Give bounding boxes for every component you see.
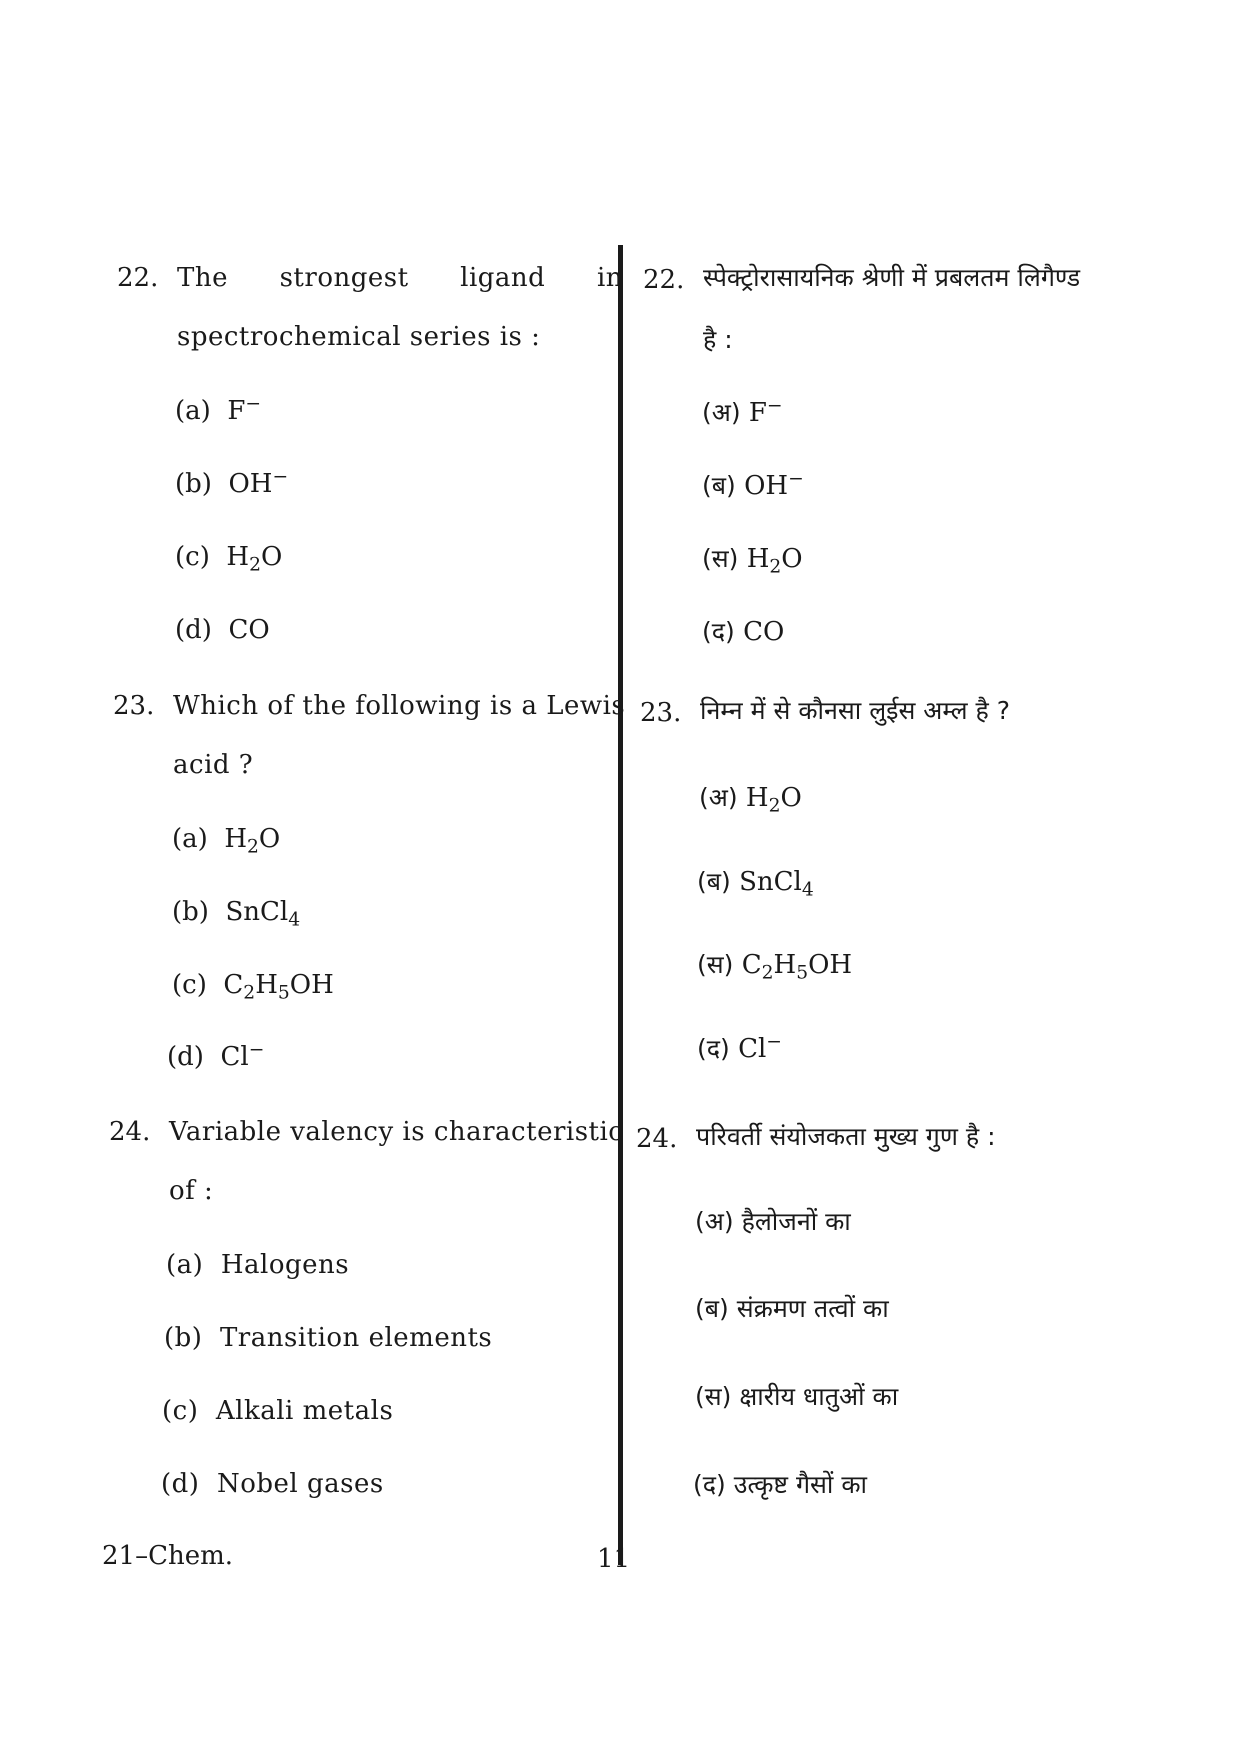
q22-word: strongest — [279, 263, 409, 293]
option-22d-hi: (द) CO — [702, 617, 785, 647]
question-text-22-hi-line2: है : — [703, 325, 733, 354]
question-text-23-en: Which of the following is a Lewis — [173, 691, 626, 721]
question-number-22-en: 22. — [117, 263, 159, 293]
option-24c-hi: (स) क्षारीय धातुओं का — [695, 1382, 899, 1411]
option-22d-en: (d) CO — [175, 615, 270, 645]
question-number-23-hi: 23. — [640, 698, 682, 728]
question-text-22-en — [177, 265, 623, 291]
option-22a-hi: (अ) F− — [702, 395, 783, 428]
option-23c-hi: (स) $C_2H_5OH$ — [697, 950, 853, 984]
question-text-24-hi: परिवर्ती संयोजकता मुख्य गुण है : — [696, 1122, 996, 1151]
question-text-24-en-line2: of : — [169, 1176, 214, 1206]
option-24b-en: (b) Transition elements — [164, 1323, 493, 1353]
paper-code: 21–Chem. — [102, 1541, 234, 1571]
question-number-22-hi: 22. — [643, 265, 685, 295]
option-23d-hi: (द) Cl− — [697, 1031, 782, 1064]
option-23a-hi: (अ) $H_2O$ — [699, 783, 802, 817]
option-23a-en: (a) $H_2O$ — [172, 824, 281, 858]
page-number: 11 — [597, 1544, 631, 1574]
question-number-24-en: 24. — [109, 1117, 151, 1147]
option-23c-en: (c) $C_2H_5OH$ — [172, 970, 334, 1004]
q22-word: The — [177, 263, 228, 293]
column-divider — [618, 245, 623, 1565]
option-24c-en: (c) Alkali metals — [162, 1396, 394, 1426]
option-23b-en: (b) SnCl$_4$ — [172, 897, 301, 931]
option-24d-en: (d) Nobel gases — [161, 1469, 384, 1499]
option-24a-en: (a) Halogens — [166, 1250, 350, 1280]
q22-word: in — [596, 263, 623, 293]
question-number-24-hi: 24. — [636, 1124, 678, 1154]
option-22b-en: (b) OH− — [175, 466, 289, 499]
question-number-23-en: 23. — [113, 691, 155, 721]
option-22b-hi: (ब) OH− — [702, 468, 804, 501]
option-24a-hi: (अ) हैलोजनों का — [695, 1207, 851, 1236]
option-24d-hi: (द) उत्कृष्ट गैसों का — [693, 1470, 868, 1499]
question-text-24-en: Variable valency is characteristic — [169, 1117, 624, 1147]
option-23d-en: (d) Cl− — [167, 1039, 265, 1072]
question-text-23-hi: निम्न में से कौनसा लुईस अम्ल है ? — [700, 696, 1011, 725]
option-22c-en: (c) $H_2O$ — [175, 542, 283, 576]
question-text-23-en-line2: acid ? — [173, 750, 254, 780]
q22-word: ligand — [460, 263, 546, 293]
option-22a-en: (a) F− — [175, 393, 262, 426]
option-23b-hi: (ब) SnCl$_4$ — [697, 867, 814, 901]
question-text-22-en-line2: spectrochemical series is : — [177, 322, 541, 352]
question-text-22-hi: स्पेक्ट्रोरासायनिक श्रेणी में प्रबलतम लिगैण्ड — [703, 263, 1081, 292]
option-24b-hi: (ब) संक्रमण तत्वों का — [695, 1294, 889, 1323]
option-22c-hi: (स) $H_2O$ — [702, 544, 803, 578]
